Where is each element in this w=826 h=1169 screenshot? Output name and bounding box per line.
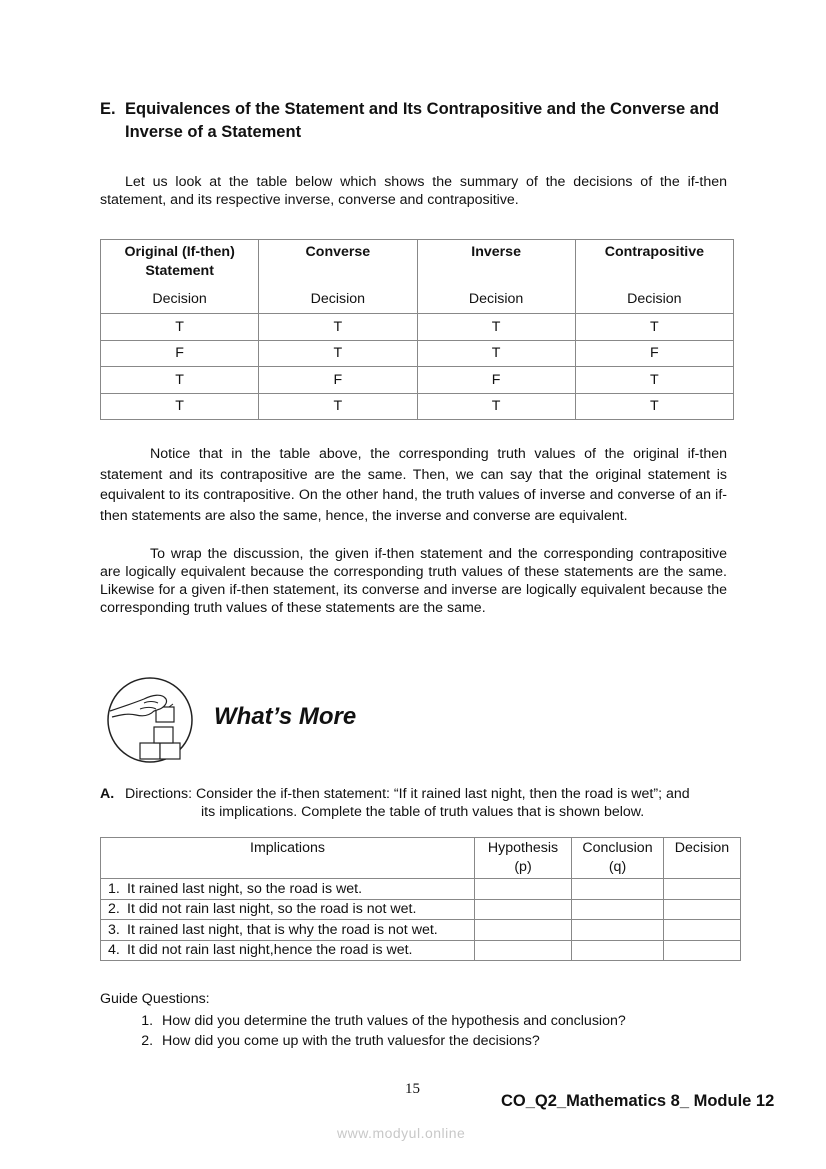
intro-paragraph <box>100 173 727 209</box>
table-row <box>101 879 741 900</box>
implication-cell: 1. It rained last night, so the road is wet. <box>101 879 475 900</box>
guide-question: 2. How did you come up with the truth valuesfor the decisions? <box>157 1031 626 1051</box>
header-decision: Decision <box>664 838 741 879</box>
header-contrapositive: Contrapositive Decision <box>575 240 733 314</box>
header-implications: Implications <box>101 838 475 879</box>
header-conclusion: Conclusion (q) <box>572 838 664 879</box>
table-cell: T <box>575 314 733 341</box>
table-row <box>101 393 734 420</box>
conclusion-input[interactable] <box>572 920 664 941</box>
table-cell: T <box>417 314 575 341</box>
guide-label: Guide Questions: <box>100 991 210 1007</box>
directions <box>100 785 740 821</box>
table-row <box>101 940 741 961</box>
hand-stacking-blocks-icon <box>104 673 204 767</box>
watermark-url: www.modyul.online <box>337 1125 466 1141</box>
table-cell: T <box>259 393 417 420</box>
table-cell: T <box>101 393 259 420</box>
table-row <box>101 340 734 367</box>
notice-paragraph <box>100 444 727 526</box>
table-cell: F <box>259 367 417 394</box>
table-cell: F <box>575 340 733 367</box>
notice-text: Notice that in the table above, the corresponding truth values of the original if-then statement and its contrapositive are the same. Then, we can say that the original statement is equivalent to its contrapositive. On the other hand, the truth values of inverse and converse of an if-then statements are also the same, hence, the inverse and converse are equivalent. <box>100 446 727 524</box>
conclusion-input[interactable] <box>572 899 664 920</box>
decision-subheader: Decision <box>468 291 524 307</box>
table-cell: T <box>101 314 259 341</box>
wrap-text: To wrap the discussion, the given if-then statement and the corresponding contrapositive are logically equivalent because the corresponding truth values of these statements are the same. Likewise for a given if-then statement, its converse and inverse are logically equivalent because the corresponding truth values of these statements are the same. <box>100 546 727 616</box>
guide-question-list <box>100 1011 626 1051</box>
module-footer: CO_Q2_Mathematics 8_ Module 12 <box>501 1092 775 1110</box>
hypothesis-input[interactable] <box>475 940 572 961</box>
table-cell: T <box>575 367 733 394</box>
decision-subheader: Decision <box>310 291 366 307</box>
table-cell: T <box>417 393 575 420</box>
table-cell: T <box>259 314 417 341</box>
summary-header-row <box>101 240 734 314</box>
table-cell: F <box>417 367 575 394</box>
section-title-line2: Inverse of a Statement <box>125 123 302 141</box>
table-row <box>101 920 741 941</box>
section-heading <box>100 98 740 144</box>
decision-input[interactable] <box>664 940 741 961</box>
directions-line2: its implications. Complete the table of truth values that is shown below. <box>201 804 645 820</box>
table-row <box>101 367 734 394</box>
table-row <box>101 899 741 920</box>
header-original: Original (If-then) Statement Decision <box>101 240 259 314</box>
hypothesis-input[interactable] <box>475 920 572 941</box>
decision-subheader: Decision <box>152 291 207 307</box>
directions-line1: Directions: Consider the if-then statement: “If it rained last night, then the road is wet”; and <box>125 786 690 802</box>
whats-more-title: What’s More <box>214 703 357 730</box>
intro-text: Let us look at the table below which shows the summary of the decisions of the if-then statement, and its respective inverse, converse and contrapositive. <box>100 174 727 208</box>
decision-input[interactable] <box>664 920 741 941</box>
table-cell: T <box>101 367 259 394</box>
hypothesis-input[interactable] <box>475 899 572 920</box>
activity-table <box>100 837 741 961</box>
summary-table <box>100 239 734 420</box>
implication-cell: 3. It rained last night, that is why the road is not wet. <box>101 920 475 941</box>
header-inverse: Inverse Decision <box>417 240 575 314</box>
table-cell: T <box>259 340 417 367</box>
activity-header-row <box>101 838 741 879</box>
table-cell: F <box>101 340 259 367</box>
wrap-paragraph <box>100 545 727 617</box>
decision-subheader: Decision <box>627 291 682 307</box>
table-cell: T <box>417 340 575 367</box>
page-number: 15 <box>405 1081 420 1097</box>
guide-question: 1. How did you determine the truth values of the hypothesis and conclusion? <box>157 1011 626 1031</box>
implication-cell: 2. It did not rain last night, so the road is not wet. <box>101 899 475 920</box>
section-letter: E. <box>100 100 116 118</box>
table-row <box>101 314 734 341</box>
decision-input[interactable] <box>664 879 741 900</box>
header-converse: Converse Decision <box>259 240 417 314</box>
decision-input[interactable] <box>664 899 741 920</box>
guide-questions <box>100 989 626 1051</box>
header-hypothesis: Hypothesis (p) <box>475 838 572 879</box>
implication-cell: 4. It did not rain last night,hence the road is wet. <box>101 940 475 961</box>
table-cell: T <box>575 393 733 420</box>
section-title-line1: Equivalences of the Statement and Its Contrapositive and the Converse and <box>125 100 720 118</box>
directions-label: A. <box>100 786 115 802</box>
conclusion-input[interactable] <box>572 940 664 961</box>
hypothesis-input[interactable] <box>475 879 572 900</box>
conclusion-input[interactable] <box>572 879 664 900</box>
